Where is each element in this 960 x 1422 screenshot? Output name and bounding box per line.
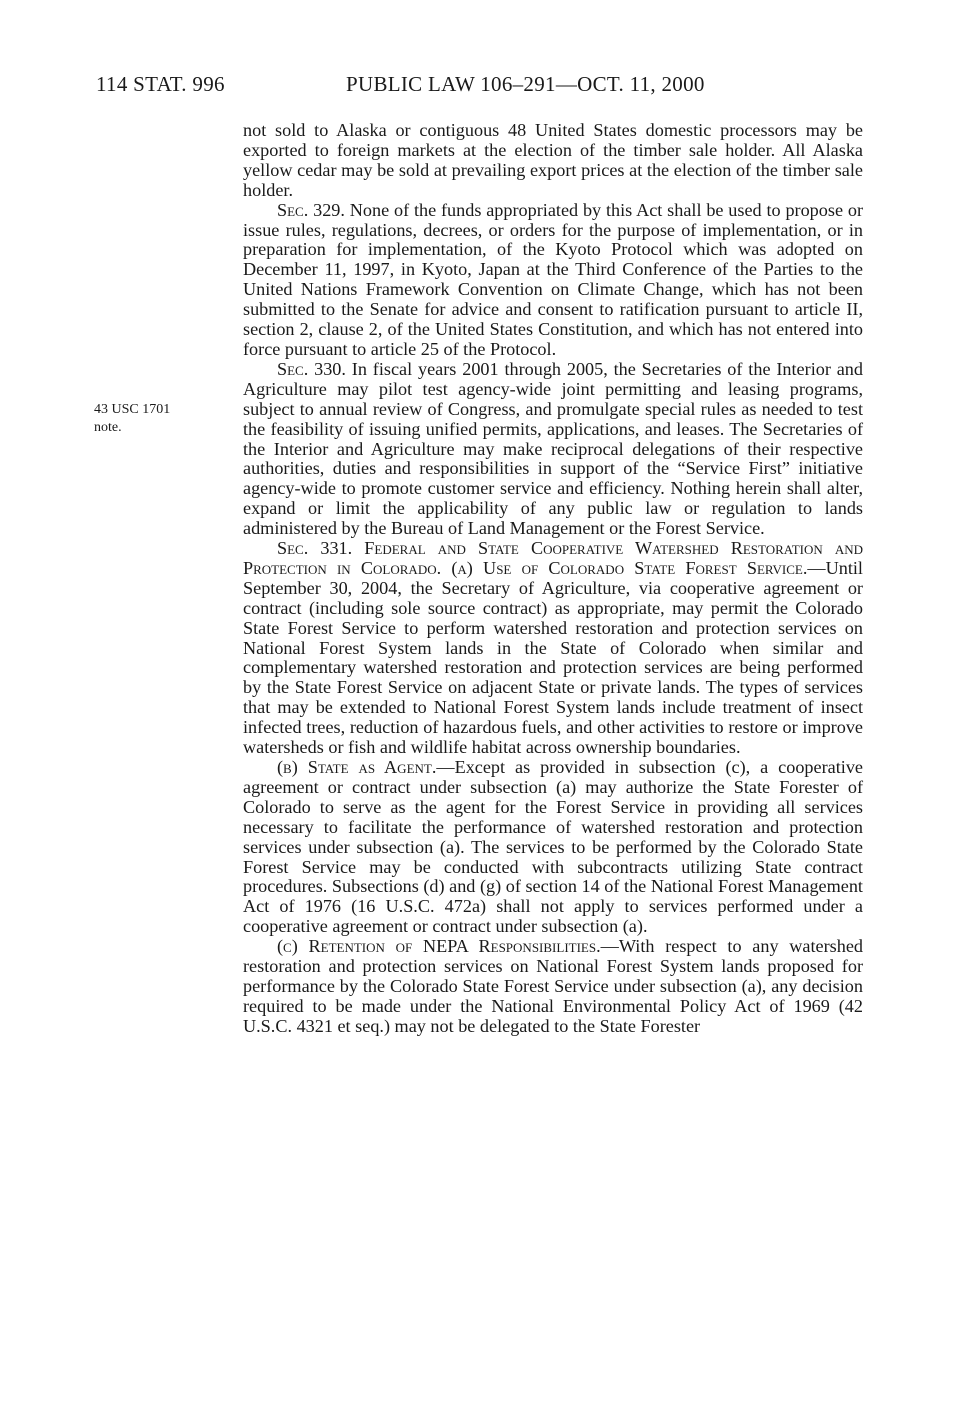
subsection-c-label: (c) Retention of NEPA Responsibilities. [277,936,601,957]
section-330-label: Sec. 330. [277,358,346,379]
margin-note-citation: 43 USC 1701 [94,402,171,417]
subsection-b [243,758,863,937]
margin-note-label: note. [94,420,122,435]
section-330 [243,360,863,539]
section-331-label: Sec. 331. [277,538,353,559]
paragraph-continuation: not sold to Alaska or contiguous 48 United States domestic processors may be exported to foreign markets at the election of the timber sale holder. All Alaska yellow cedar may be sold at prevailing export prices at the election of the timber sale holder. [243,120,863,200]
section-329 [243,201,863,360]
statute-page-number: 114 STAT. 996 [96,72,225,96]
section-329-text: None of the funds appropriated by this Act shall be used to propose or issue rules, regulations, decrees, or orders for the purpose of implementation, or in preparation for implementation, of the Kyoto Protocol which was adopted on December 11, 1997, in Kyoto, Japan at the Third Conference of the Parties to the United Nations Framework Convention on Climate Change, which has not been submitted to the Senate for advice and consent to ratification pursuant to article II, section 2, clause 2, of the United States Constitution, and which has not entered into force pursuant to article 25 of the Protocol. [243,199,863,359]
body-text [243,121,863,1037]
subsection-a-text: —Until September 30, 2004, the Secretary of Agriculture, via cooperative agreement or contract (including sole source contract) as appropriate, may permit the Colorado State Forest Service to perform watershed restoration and protection services on National Forest System lands in the State of Colorado when similar and complementary watershed restoration and protection services are being performed by the State Forest Service on adjacent State or private lands. The types of services that may be extended to National Forest System lands include treatment of insect infected trees, reduction of hazardous fuels, and other activities to restore or improve watersheds or fish and wildlife habitat across ownership boundaries. [243,557,863,758]
public-law-citation: PUBLIC LAW 106–291—OCT. 11, 2000 [346,72,705,96]
subsection-b-label: (b) State as Agent. [277,757,437,777]
section-331-heading: Federal and State Cooperative Watershed Restoration and Protection in Colorado. [243,538,864,578]
subsection-b-text: —Except as provided in subsection (c), a cooperative agreement or contract under subsection (a) may authorize the State Forester of Colorado to serve as the agent for the Forest Service in providing all services necessary to facilitate the performance of watershed restoration and protection services under subsection (a). The services to be performed by the Colorado State Forest Service may be conducted with subcontracts utilizing State contract procedures. Subsections (d) and (g) of section 14 of the National Forest Management Act of 1976 (16 U.S.C. 472a) shall not apply to services performed under a cooperative agreement or contract under subsection (a). [243,757,863,937]
section-330-text: In fiscal years 2001 through 2005, the Secretaries of the Interior and Agriculture may pilot test agency-wide joint permitting and leasing programs, subject to annual review of Congress, and promulgate special rules as needed to test the feasibility of issuing unified permits, applications, and leases. The Secretaries of the Interior and Agriculture may make reciprocal delegations of their respective authorities, duties and responsibilities in support of the “Service First” initiative agency-wide to promote customer service and efficiency. Nothing herein shall alter, expand or limit the applicability of any public law or regulation to lands administered by the Bureau of Land Management or the Forest Service. [243,358,863,539]
section-329-label: Sec. 329. [277,199,345,220]
subsection-c-text: —With respect to any watershed restoration and protection services on National Forest System lands proposed for performance by the Colorado State Forest Service under subsection (a), any decision required to be made under the National Environmental Policy Act of 1969 (42 U.S.C. 4321 et seq.) may not be delegated to the State Forester [243,936,863,1036]
margin-note [94,401,214,437]
subsection-a-label: (a) Use of Colorado State Forest Service. [441,557,808,578]
subsection-c [243,937,863,1037]
section-331 [243,539,863,758]
